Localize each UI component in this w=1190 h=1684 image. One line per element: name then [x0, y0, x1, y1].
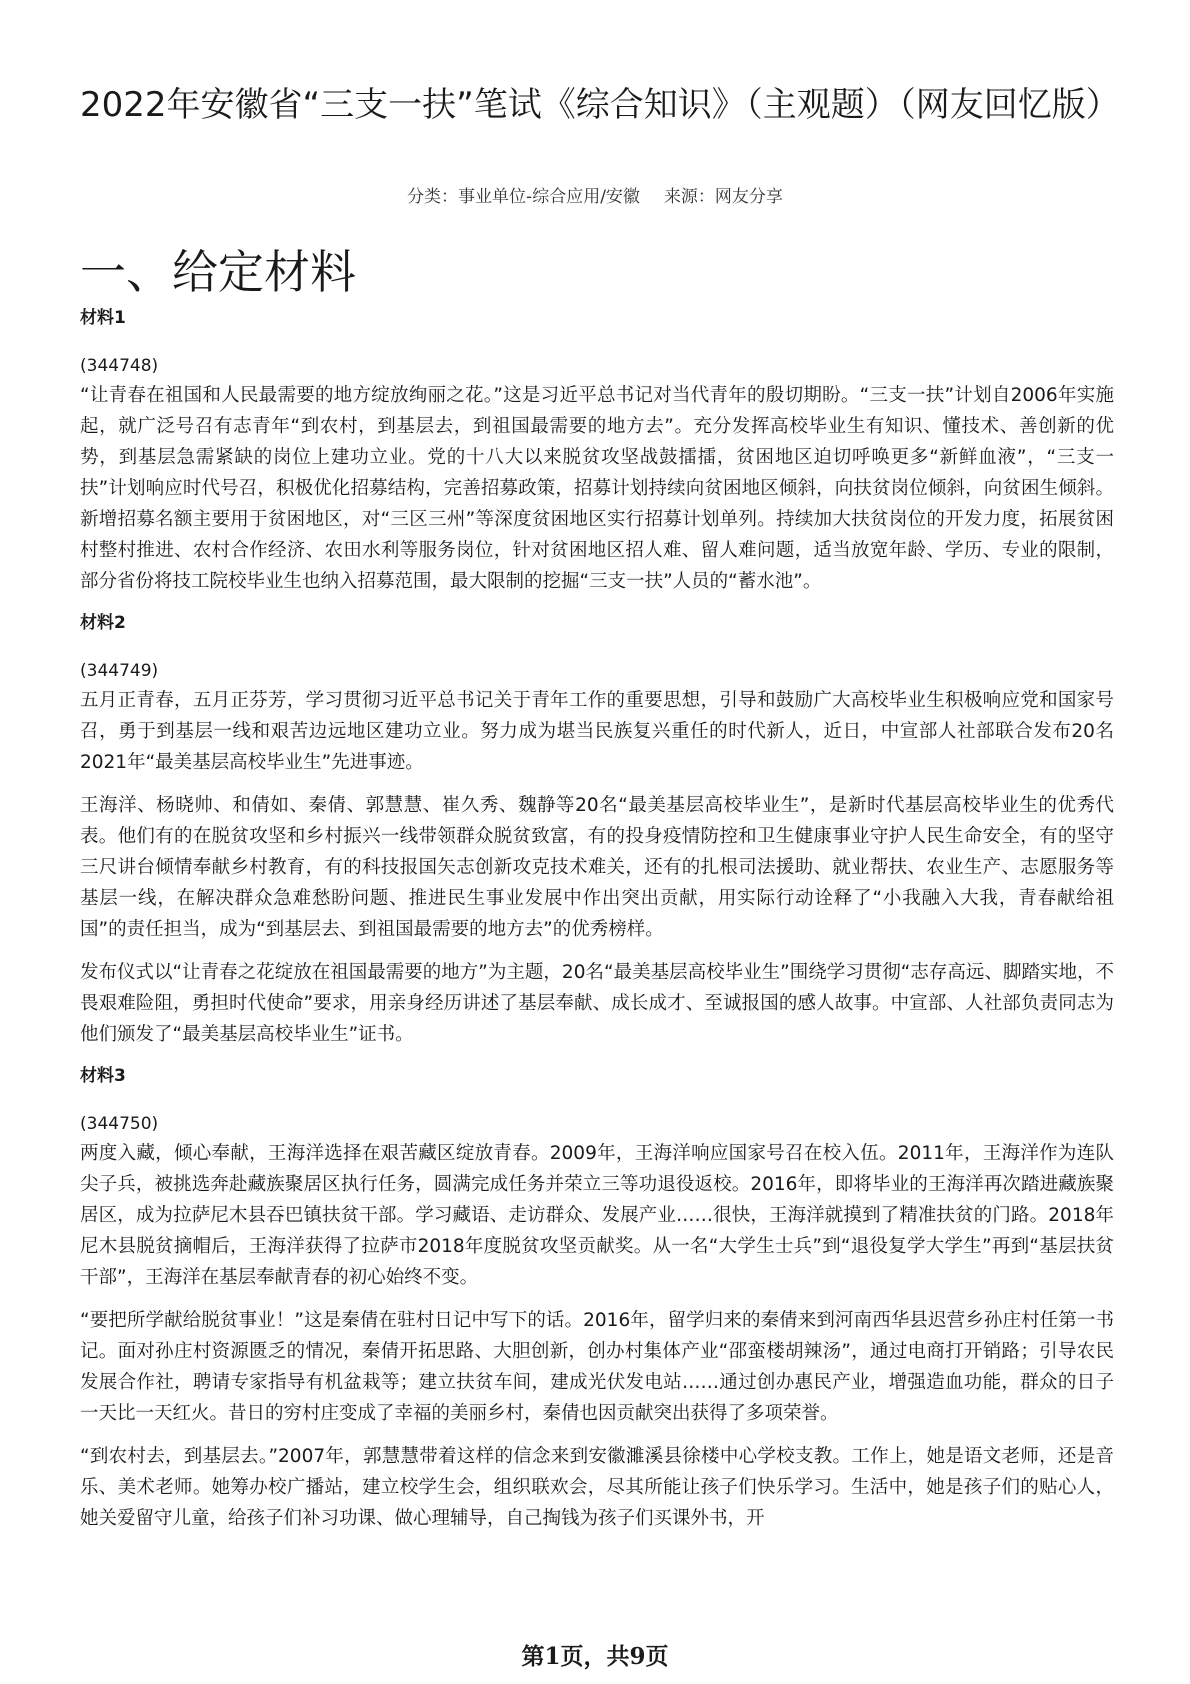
document-title: 2022年安徽省“三支一扶”笔试《综合知识》（主观题）（网友回忆版）: [80, 85, 1120, 125]
materials-content: [80, 306, 1114, 1546]
material-paragraph: 五月正青春，五月正芬芳，学习贯彻习近平总书记关于青年工作的重要思想，引导和鼓励广大高校毕业生积极响应党和国家号召，勇于到基层一线和艰苦边远地区建功立业。努力成为堪当民族复兴重任的时代新人，近日，中宣部人社部联合发布20名2021年“最美基层高校毕业生”先进事迹。: [80, 690, 1114, 773]
material-code: (344748): [80, 356, 159, 376]
document-meta: [80, 185, 1110, 209]
material-code: (344750): [80, 1114, 159, 1134]
category-label: 分类：事业单位-综合应用/安徽: [407, 187, 640, 207]
material-block: [80, 611, 1114, 1050]
material-code: (344749): [80, 661, 159, 681]
material-paragraph: 发布仪式以“让青春之花绽放在祖国最需要的地方”为主题，20名“最美基层高校毕业生”围绕学习贯彻“志存高远、脚踏实地，不畏艰难险阻，勇担时代使命”要求，用亲身经历讲述了基层奉献、成长成才、至诚报国的感人故事。中宣部、人社部负责同志为他们颁发了“最美基层高校毕业生”证书。: [80, 962, 1114, 1045]
material-paragraph: 两度入藏，倾心奉献，王海洋选择在艰苦藏区绽放青春。2009年，王海洋响应国家号召在校入伍。2011年，王海洋作为连队尖子兵，被挑选奔赴藏族聚居区执行任务，圆满完成任务并荣立三等功退役返校。2016年，即将毕业的王海洋再次踏进藏族聚居区，成为拉萨尼木县吞巴镇扶贫干部。学习藏语、走访群众、发展产业……很快，王海洋就摸到了精准扶贫的门路。2018年尼木县脱贫摘帽后，王海洋获得了拉萨市2018年度脱贫攻坚贡献奖。从一名“大学生士兵”到“退役复学大学生”再到“基层扶贫干部”，王海洋在基层奉献青春的初心始终不变。: [80, 1143, 1114, 1288]
material-title: 材料2: [80, 613, 126, 633]
material-paragraph: “到农村去，到基层去。”2007年，郭慧慧带着这样的信念来到安徽濉溪县徐楼中心学校支教。工作上，她是语文老师，还是音乐、美术老师。她筹办校广播站，建立校学生会，组织联欢会，尽其所能让孩子们快乐学习。生活中，她是孩子们的贴心人，她关爱留守儿童，给孩子们补习功课、做心理辅导，自己掏钱为孩子们买课外书，开: [80, 1446, 1114, 1529]
source-label: 来源：网友分享: [663, 187, 783, 207]
material-block: [80, 1064, 1114, 1534]
section-heading: 一、给定材料: [80, 245, 356, 299]
page-indicator: 第1页，共9页: [521, 1643, 669, 1670]
material-block: [80, 306, 1114, 597]
material-paragraph: “让青春在祖国和人民最需要的地方绽放绚丽之花。”这是习近平总书记对当代青年的殷切期盼。“三支一扶”计划自2006年实施起，就广泛号召有志青年“到农村，到基层去，到祖国最需要的地方去”。充分发挥高校毕业生有知识、懂技术、善创新的优势，到基层急需紧缺的岗位上建功立业。党的十八大以来脱贫攻坚战鼓擂擂，贫困地区迫切呼唤更多“新鲜血液”，“三支一扶”计划响应时代号召，积极优化招募结构，完善招募政策，招募计划持续向贫困地区倾斜，向扶贫岗位倾斜，向贫困生倾斜。新增招募名额主要用于贫困地区，对“三区三州”等深度贫困地区实行招募计划单列。持续加大扶贫岗位的开发力度，拓展贫困村整村推进、农村合作经济、农田水利等服务岗位，针对贫困地区招人难、留人难问题，适当放宽年龄、学历、专业的限制，部分省份将技工院校毕业生也纳入招募范围，最大限制的挖掘“三支一扶”人员的“蓄水池”。: [80, 385, 1114, 592]
material-paragraph: 王海洋、杨晓帅、和倩如、秦倩、郭慧慧、崔久秀、魏静等20名“最美基层高校毕业生”，是新时代基层高校毕业生的优秀代表。他们有的在脱贫攻坚和乡村振兴一线带领群众脱贫致富，有的投身疫情防控和卫生健康事业守护人民生命安全，有的坚守三尺讲台倾情奉献乡村教育，有的科技报国矢志创新攻克技术难关，还有的扎根司法援助、就业帮扶、农业生产、志愿服务等基层一线，在解决群众急难愁盼问题、推进民生事业发展中作出突出贡献，用实际行动诠释了“小我融入大我，青春献给祖国”的责任担当，成为“到基层去、到祖国最需要的地方去”的优秀榜样。: [80, 795, 1114, 940]
material-title: 材料1: [80, 308, 126, 328]
material-paragraph: “要把所学献给脱贫事业！”这是秦倩在驻村日记中写下的话。2016年，留学归来的秦倩来到河南西华县迟营乡孙庄村任第一书记。面对孙庄村资源匮乏的情况，秦倩开拓思路、大胆创新，创办村集体产业“邵蛮楼胡辣汤”，通过电商打开销路；引导农民发展合作社，聘请专家指导有机盆栽等；建立扶贫车间，建成光伏发电站……通过创办惠民产业，增强造血功能，群众的日子一天比一天红火。昔日的穷村庄变成了幸福的美丽乡村，秦倩也因贡献突出获得了多项荣誉。: [80, 1310, 1114, 1424]
material-title: 材料3: [80, 1066, 126, 1086]
